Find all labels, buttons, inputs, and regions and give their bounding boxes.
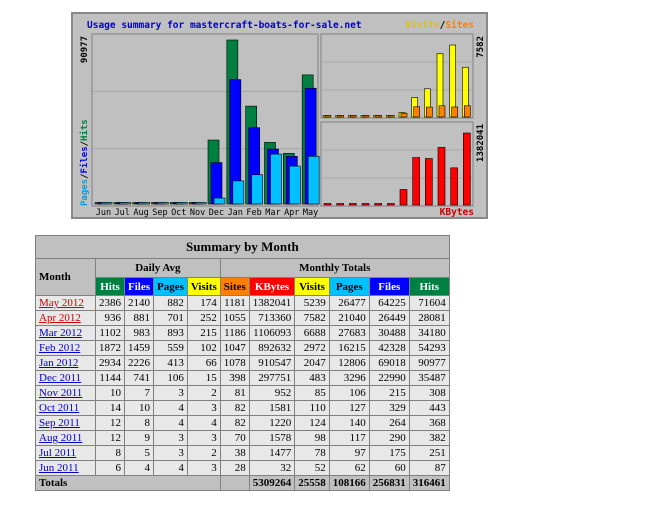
table-cell: 97 — [329, 446, 369, 461]
table-cell: 64225 — [369, 296, 409, 311]
table-row — [36, 341, 450, 356]
table-cell: 82 — [220, 401, 249, 416]
bar-pages-jul — [120, 203, 131, 205]
table-cell: 12 — [96, 431, 125, 446]
table-cell: 124 — [295, 416, 330, 431]
table-cell: 26449 — [369, 311, 409, 326]
table-cell: 713360 — [249, 311, 295, 326]
bar-sites-may — [464, 106, 470, 117]
bar-sites-sep — [363, 116, 369, 118]
axis-label-part: / — [80, 140, 90, 147]
table-cell: 34180 — [409, 326, 449, 341]
table-cell: 21040 — [329, 311, 369, 326]
table-cell: 7 — [125, 386, 154, 401]
table-cell: 1872 — [96, 341, 125, 356]
table-cell: 35487 — [409, 371, 449, 386]
pages-files-hits-axis-label — [79, 119, 90, 206]
table-cell: 2140 — [125, 296, 154, 311]
table-cell: 5239 — [295, 296, 330, 311]
table-cell: 14 — [96, 401, 125, 416]
hits-max-label: 90977 — [80, 36, 90, 64]
table-cell: 28 — [220, 461, 249, 476]
table-cell: 70 — [220, 431, 249, 446]
table-cell: 3 — [187, 401, 220, 416]
bar-pages-sep — [158, 203, 169, 205]
bar-kbytes-may — [463, 133, 470, 205]
table-cell: 90977 — [409, 356, 449, 371]
bar-kbytes-jun — [324, 204, 331, 206]
bar-kbytes-aug — [349, 204, 356, 206]
bar-kbytes-nov — [387, 204, 394, 206]
bar-pages-nov — [195, 203, 206, 205]
x-tick-label: Feb — [246, 208, 262, 217]
table-row — [36, 446, 450, 461]
table-cell: 1459 — [125, 341, 154, 356]
bar-sites-apr — [452, 107, 458, 117]
bar-kbytes-mar — [438, 147, 445, 205]
x-tick-label: Oct — [171, 208, 187, 217]
table-cell: 54293 — [409, 341, 449, 356]
table-cell: 443 — [409, 401, 449, 416]
usage-chart-svg — [73, 14, 486, 217]
table-row — [36, 296, 450, 311]
bar-sites-feb — [426, 107, 432, 117]
totals-label: Totals — [36, 476, 221, 491]
table-cell: 3 — [187, 461, 220, 476]
table-cell: 78 — [295, 446, 330, 461]
totals-hits: 316461 — [409, 476, 449, 491]
month-link[interactable]: Feb 2012 — [36, 341, 96, 356]
table-row — [36, 431, 450, 446]
legend-part: Visits — [405, 20, 440, 31]
totals-kbytes: 5309264 — [249, 476, 295, 491]
table-cell: 85 — [295, 386, 330, 401]
axis-label-part: Hits — [80, 119, 90, 141]
table-cell: 71604 — [409, 296, 449, 311]
table-cell: 106 — [154, 371, 188, 386]
table-cell: 483 — [295, 371, 330, 386]
table-cell: 117 — [329, 431, 369, 446]
table-cell: 42328 — [369, 341, 409, 356]
bar-sites-jan — [414, 107, 420, 117]
table-cell: 2 — [187, 386, 220, 401]
table-cell: 910547 — [249, 356, 295, 371]
table-cell: 10 — [96, 386, 125, 401]
table-cell: 251 — [409, 446, 449, 461]
bar-kbytes-sep — [362, 204, 369, 206]
table-row — [36, 416, 450, 431]
table-cell: 2 — [187, 446, 220, 461]
table-cell: 38 — [220, 446, 249, 461]
bar-kbytes-jul — [337, 204, 344, 206]
table-caption: Summary by Month — [36, 236, 450, 259]
table-cell: 264 — [369, 416, 409, 431]
summary-table — [35, 235, 450, 491]
month-link[interactable]: Nov 2011 — [36, 386, 96, 401]
column-header-visits-6: Visits — [295, 278, 330, 296]
table-cell: 3 — [154, 446, 188, 461]
table-cell: 66 — [187, 356, 220, 371]
bar-kbytes-dec — [400, 189, 407, 205]
table-cell: 8 — [96, 446, 125, 461]
visits-sites-legend — [405, 20, 474, 31]
table-cell: 26477 — [329, 296, 369, 311]
chart-title: Usage summary for mastercraft-boats-for-sale.net — [87, 20, 362, 31]
table-row — [36, 401, 450, 416]
x-tick-label: Aug — [133, 208, 149, 217]
table-cell: 952 — [249, 386, 295, 401]
table-cell: 892632 — [249, 341, 295, 356]
month-header: Month — [36, 259, 96, 296]
x-tick-label: Jul — [114, 208, 130, 217]
bar-pages-oct — [176, 203, 187, 205]
kbytes-max-label: 1382041 — [476, 124, 486, 162]
totals-visits: 25558 — [295, 476, 330, 491]
axis-label-part: Files — [80, 146, 90, 174]
table-cell: 3 — [187, 431, 220, 446]
table-cell: 368 — [409, 416, 449, 431]
table-cell: 398 — [220, 371, 249, 386]
x-tick-label: Dec — [208, 208, 225, 217]
table-row — [36, 356, 450, 371]
month-link[interactable]: Jun 2011 — [36, 461, 96, 476]
table-cell: 69018 — [369, 356, 409, 371]
table-cell: 3296 — [329, 371, 369, 386]
totals-files: 256831 — [369, 476, 409, 491]
table-cell: 87 — [409, 461, 449, 476]
table-cell: 1106093 — [249, 326, 295, 341]
month-link[interactable]: Apr 2012 — [36, 311, 96, 326]
column-header-kbytes-5: KBytes — [249, 278, 295, 296]
bar-sites-jun — [325, 116, 331, 118]
legend-part: / — [439, 20, 446, 31]
table-cell: 102 — [187, 341, 220, 356]
table-row — [36, 386, 450, 401]
table-cell: 4 — [154, 461, 188, 476]
bar-kbytes-apr — [451, 168, 458, 205]
table-cell: 52 — [295, 461, 330, 476]
totals-pages: 108166 — [329, 476, 369, 491]
table-cell: 1220 — [249, 416, 295, 431]
column-header-pages-2: Pages — [154, 278, 188, 296]
monthly-totals-header: Monthly Totals — [220, 259, 449, 278]
table-cell: 215 — [369, 386, 409, 401]
table-cell: 881 — [125, 311, 154, 326]
column-header-files-8: Files — [369, 278, 409, 296]
table-cell: 2934 — [96, 356, 125, 371]
table-cell: 741 — [125, 371, 154, 386]
column-header-sites-4: Sites — [220, 278, 249, 296]
month-link[interactable]: Dec 2011 — [36, 371, 96, 386]
column-header-hits-0: Hits — [96, 278, 125, 296]
column-header-row — [36, 278, 450, 296]
bar-visits-apr — [450, 45, 456, 117]
table-cell: 27683 — [329, 326, 369, 341]
table-cell: 1382041 — [249, 296, 295, 311]
bar-pages-feb — [252, 175, 263, 204]
table-cell: 6688 — [295, 326, 330, 341]
bar-sites-aug — [350, 116, 356, 118]
table-cell: 1047 — [220, 341, 249, 356]
table-cell: 9 — [125, 431, 154, 446]
x-tick-label: Jan — [227, 208, 243, 217]
table-cell: 2386 — [96, 296, 125, 311]
bar-sites-mar — [439, 106, 445, 117]
table-cell: 4 — [125, 461, 154, 476]
table-cell: 12806 — [329, 356, 369, 371]
bar-sites-jul — [338, 116, 344, 118]
x-tick-label: Jun — [95, 208, 112, 217]
table-cell: 1581 — [249, 401, 295, 416]
table-row — [36, 311, 450, 326]
legend-part: Sites — [445, 20, 474, 31]
table-cell: 2047 — [295, 356, 330, 371]
table-cell: 882 — [154, 296, 188, 311]
table-cell: 8 — [125, 416, 154, 431]
month-link[interactable]: Mar 2012 — [36, 326, 96, 341]
bar-pages-jun — [101, 203, 112, 205]
table-cell: 1578 — [249, 431, 295, 446]
month-link[interactable]: Oct 2011 — [36, 401, 96, 416]
month-link[interactable]: Aug 2011 — [36, 431, 96, 446]
table-cell: 1055 — [220, 311, 249, 326]
column-header-visits-3: Visits — [187, 278, 220, 296]
bar-sites-oct — [376, 116, 382, 118]
table-row — [36, 326, 450, 341]
table-cell: 22990 — [369, 371, 409, 386]
table-cell: 81 — [220, 386, 249, 401]
table-cell: 893 — [154, 326, 188, 341]
table-cell: 62 — [329, 461, 369, 476]
table-cell: 140 — [329, 416, 369, 431]
table-row — [36, 461, 450, 476]
table-cell: 16215 — [329, 341, 369, 356]
table-cell: 290 — [369, 431, 409, 446]
usage-chart — [71, 12, 488, 219]
table-cell: 2972 — [295, 341, 330, 356]
bar-pages-may — [308, 156, 319, 204]
month-link[interactable]: Jan 2012 — [36, 356, 96, 371]
table-cell: 1477 — [249, 446, 295, 461]
table-cell: 308 — [409, 386, 449, 401]
table-row — [36, 371, 450, 386]
table-cell: 701 — [154, 311, 188, 326]
kbytes-label: KBytes — [439, 207, 474, 217]
bar-sites-nov — [388, 116, 394, 118]
bar-sites-dec — [401, 113, 407, 117]
table-cell: 3 — [154, 431, 188, 446]
table-cell: 215 — [187, 326, 220, 341]
table-cell: 60 — [369, 461, 409, 476]
kbytes-panel — [321, 122, 473, 206]
table-cell: 15 — [187, 371, 220, 386]
x-tick-label: Mar — [265, 208, 281, 217]
table-cell: 4 — [154, 401, 188, 416]
column-header-pages-7: Pages — [329, 278, 369, 296]
daily-avg-header: Daily Avg — [96, 259, 221, 278]
table-cell: 7582 — [295, 311, 330, 326]
table-cell: 106 — [329, 386, 369, 401]
bar-pages-apr — [289, 166, 300, 204]
table-cell: 252 — [187, 311, 220, 326]
table-cell: 175 — [369, 446, 409, 461]
x-tick-label: Sep — [152, 208, 168, 217]
table-cell: 98 — [295, 431, 330, 446]
totals-row — [36, 476, 450, 491]
table-cell: 10 — [125, 401, 154, 416]
table-cell: 2226 — [125, 356, 154, 371]
table-cell: 1144 — [96, 371, 125, 386]
table-body — [36, 296, 450, 476]
table-cell: 5 — [125, 446, 154, 461]
month-link[interactable]: Sep 2011 — [36, 416, 96, 431]
table-cell: 12 — [96, 416, 125, 431]
x-tick-label: May — [302, 208, 319, 217]
visits-max-label: 7582 — [476, 36, 486, 58]
table-cell: 32 — [249, 461, 295, 476]
bar-pages-dec — [214, 198, 225, 204]
x-tick-label: Nov — [189, 208, 206, 217]
bar-pages-jan — [233, 181, 244, 204]
month-link[interactable]: May 2012 — [36, 296, 96, 311]
bar-pages-aug — [139, 203, 150, 205]
table-cell: 983 — [125, 326, 154, 341]
table-cell: 1078 — [220, 356, 249, 371]
table-cell: 82 — [220, 416, 249, 431]
table-cell: 28081 — [409, 311, 449, 326]
table-cell: 4 — [187, 416, 220, 431]
axis-label-part: Pages — [80, 178, 90, 206]
table-cell: 559 — [154, 341, 188, 356]
bar-kbytes-oct — [375, 204, 382, 206]
month-link[interactable]: Jul 2011 — [36, 446, 96, 461]
column-header-files-1: Files — [125, 278, 154, 296]
table-cell: 4 — [154, 416, 188, 431]
table-cell: 1186 — [220, 326, 249, 341]
table-cell: 30488 — [369, 326, 409, 341]
table-cell: 127 — [329, 401, 369, 416]
table-cell: 110 — [295, 401, 330, 416]
totals-sites — [220, 476, 249, 491]
table-cell: 3 — [154, 386, 188, 401]
table-cell: 1102 — [96, 326, 125, 341]
table-cell: 1181 — [220, 296, 249, 311]
table-cell: 382 — [409, 431, 449, 446]
table-cell: 297751 — [249, 371, 295, 386]
table-cell: 329 — [369, 401, 409, 416]
bar-kbytes-feb — [425, 158, 432, 205]
table-cell: 174 — [187, 296, 220, 311]
table-cell: 413 — [154, 356, 188, 371]
bar-kbytes-jan — [413, 158, 420, 205]
table-cell: 6 — [96, 461, 125, 476]
axis-label-part: / — [80, 173, 90, 179]
column-header-hits-9: Hits — [409, 278, 449, 296]
bar-pages-mar — [271, 154, 282, 204]
table-cell: 936 — [96, 311, 125, 326]
x-tick-label: Apr — [284, 208, 300, 217]
